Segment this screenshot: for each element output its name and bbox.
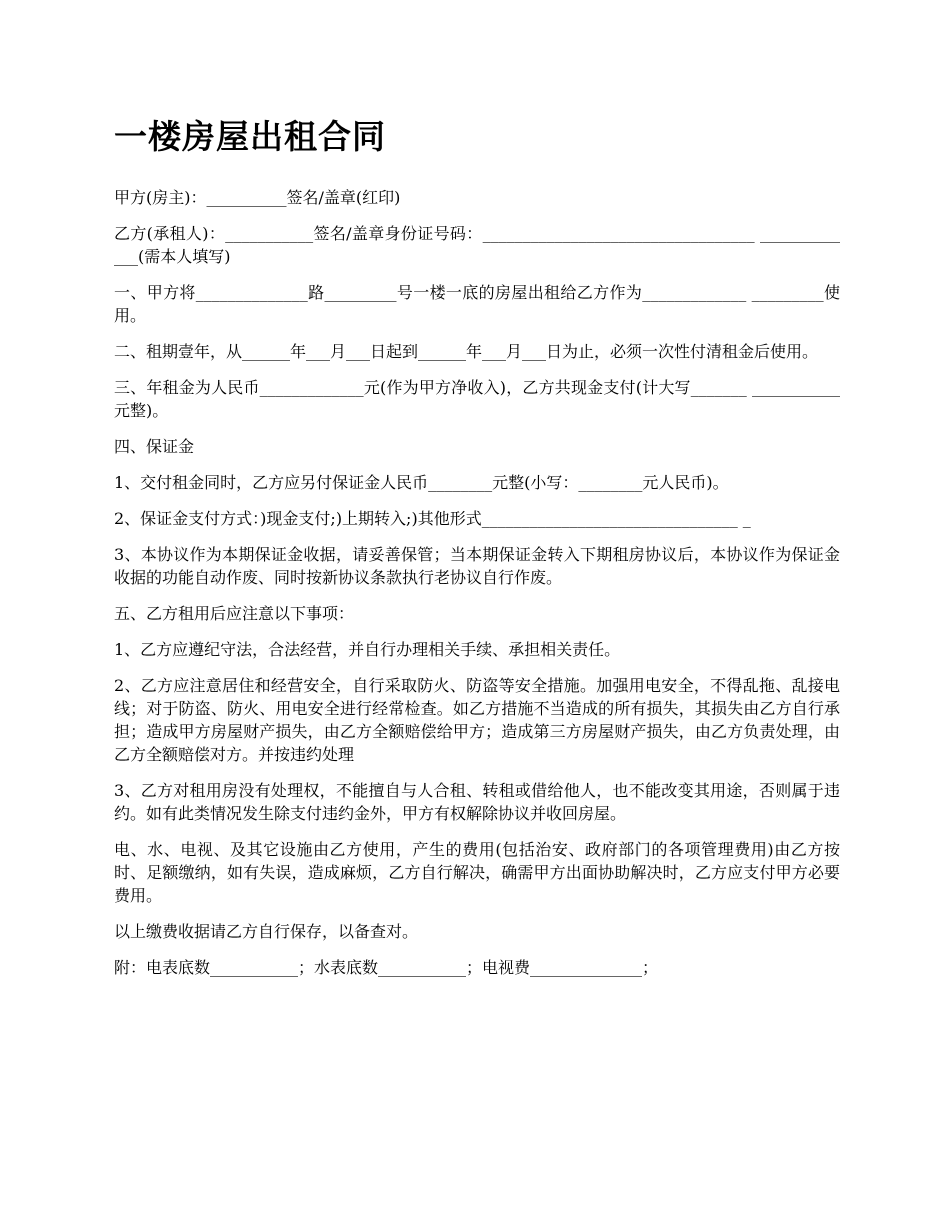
clause-4-heading: 四、保证金 [114, 437, 195, 456]
utilities-paragraph: 电、水、电视、及其它设施由乙方使用，产生的费用(包括治安、政府部门的各项管理费用)由乙方按时、足额缴纳，如有失误，造成麻烦，乙方自行解决，确需甲方出面协助解决时，乙方应支付甲方必要费用。 [114, 840, 840, 905]
deposit-item-1: 1、交付租金同时，乙方应另付保证金人民币________元整(小写：________元人民币)。 [114, 473, 729, 492]
clause-1-premises: 一、甲方将______________路_________号一楼一底的房屋出租给乙方作为_____________ _________使用。 [114, 283, 840, 325]
party-b-line: 乙方(承租人)：___________签名/盖章身份证号码：__________________________________ _____________(需本人填写) [114, 224, 840, 266]
appendix-readings: 附：电表底数___________；水表底数___________；电视费______________； [114, 958, 659, 977]
party-a-line: 甲方(房主)：__________签名/盖章(红印) [114, 188, 401, 207]
receipts-note: 以上缴费收据请乙方自行保存，以备查对。 [114, 922, 419, 941]
clause-5-heading: 五、乙方租用后应注意以下事项： [114, 604, 355, 623]
clause-2-term: 二、租期壹年，从______年___月___日起到______年___月___日为止，必须一次性付清租金后使用。 [114, 342, 819, 361]
clause-3-rent: 三、年租金为人民币_____________元(作为甲方净收入)，乙方共现金支付(计大写_______ ___________元整)。 [114, 378, 840, 420]
deposit-item-2: 2、保证金支付方式：)现金支付;)上期转入;)其他形式________________________________ _ [114, 509, 751, 528]
notice-item-2: 2、乙方应注意居住和经营安全，自行采取防火、防盗等安全措施。加强用电安全，不得乱拖、乱接电线；对于防盗、防火、用电安全进行经常检查。如乙方措施不当造成的所有损失，其损失由乙方自行承担；造成甲方房屋财产损失，由乙方全额赔偿给甲方；造成第三方房屋财产损失，由乙方负责处理，由乙方全额赔偿对方。并按违约处理 [114, 676, 840, 764]
notice-item-1: 1、乙方应遵纪守法，合法经营，并自行办理相关手续、承担相关责任。 [114, 640, 621, 659]
document-title: 一楼房屋出租合同 [114, 117, 386, 156]
document-page [114, 112, 840, 992]
deposit-item-3: 3、本协议作为本期保证金收据，请妥善保管；当本期保证金转入下期租房协议后，本协议作为保证金收据的功能自动作废、同时按新协议条款执行老协议自行作废。 [114, 545, 840, 587]
notice-item-3: 3、乙方对租用房没有处理权，不能擅自与人合租、转租或借给他人，也不能改变其用途，否则属于违约。如有此类情况发生除支付违约金外，甲方有权解除协议并收回房屋。 [114, 781, 840, 823]
